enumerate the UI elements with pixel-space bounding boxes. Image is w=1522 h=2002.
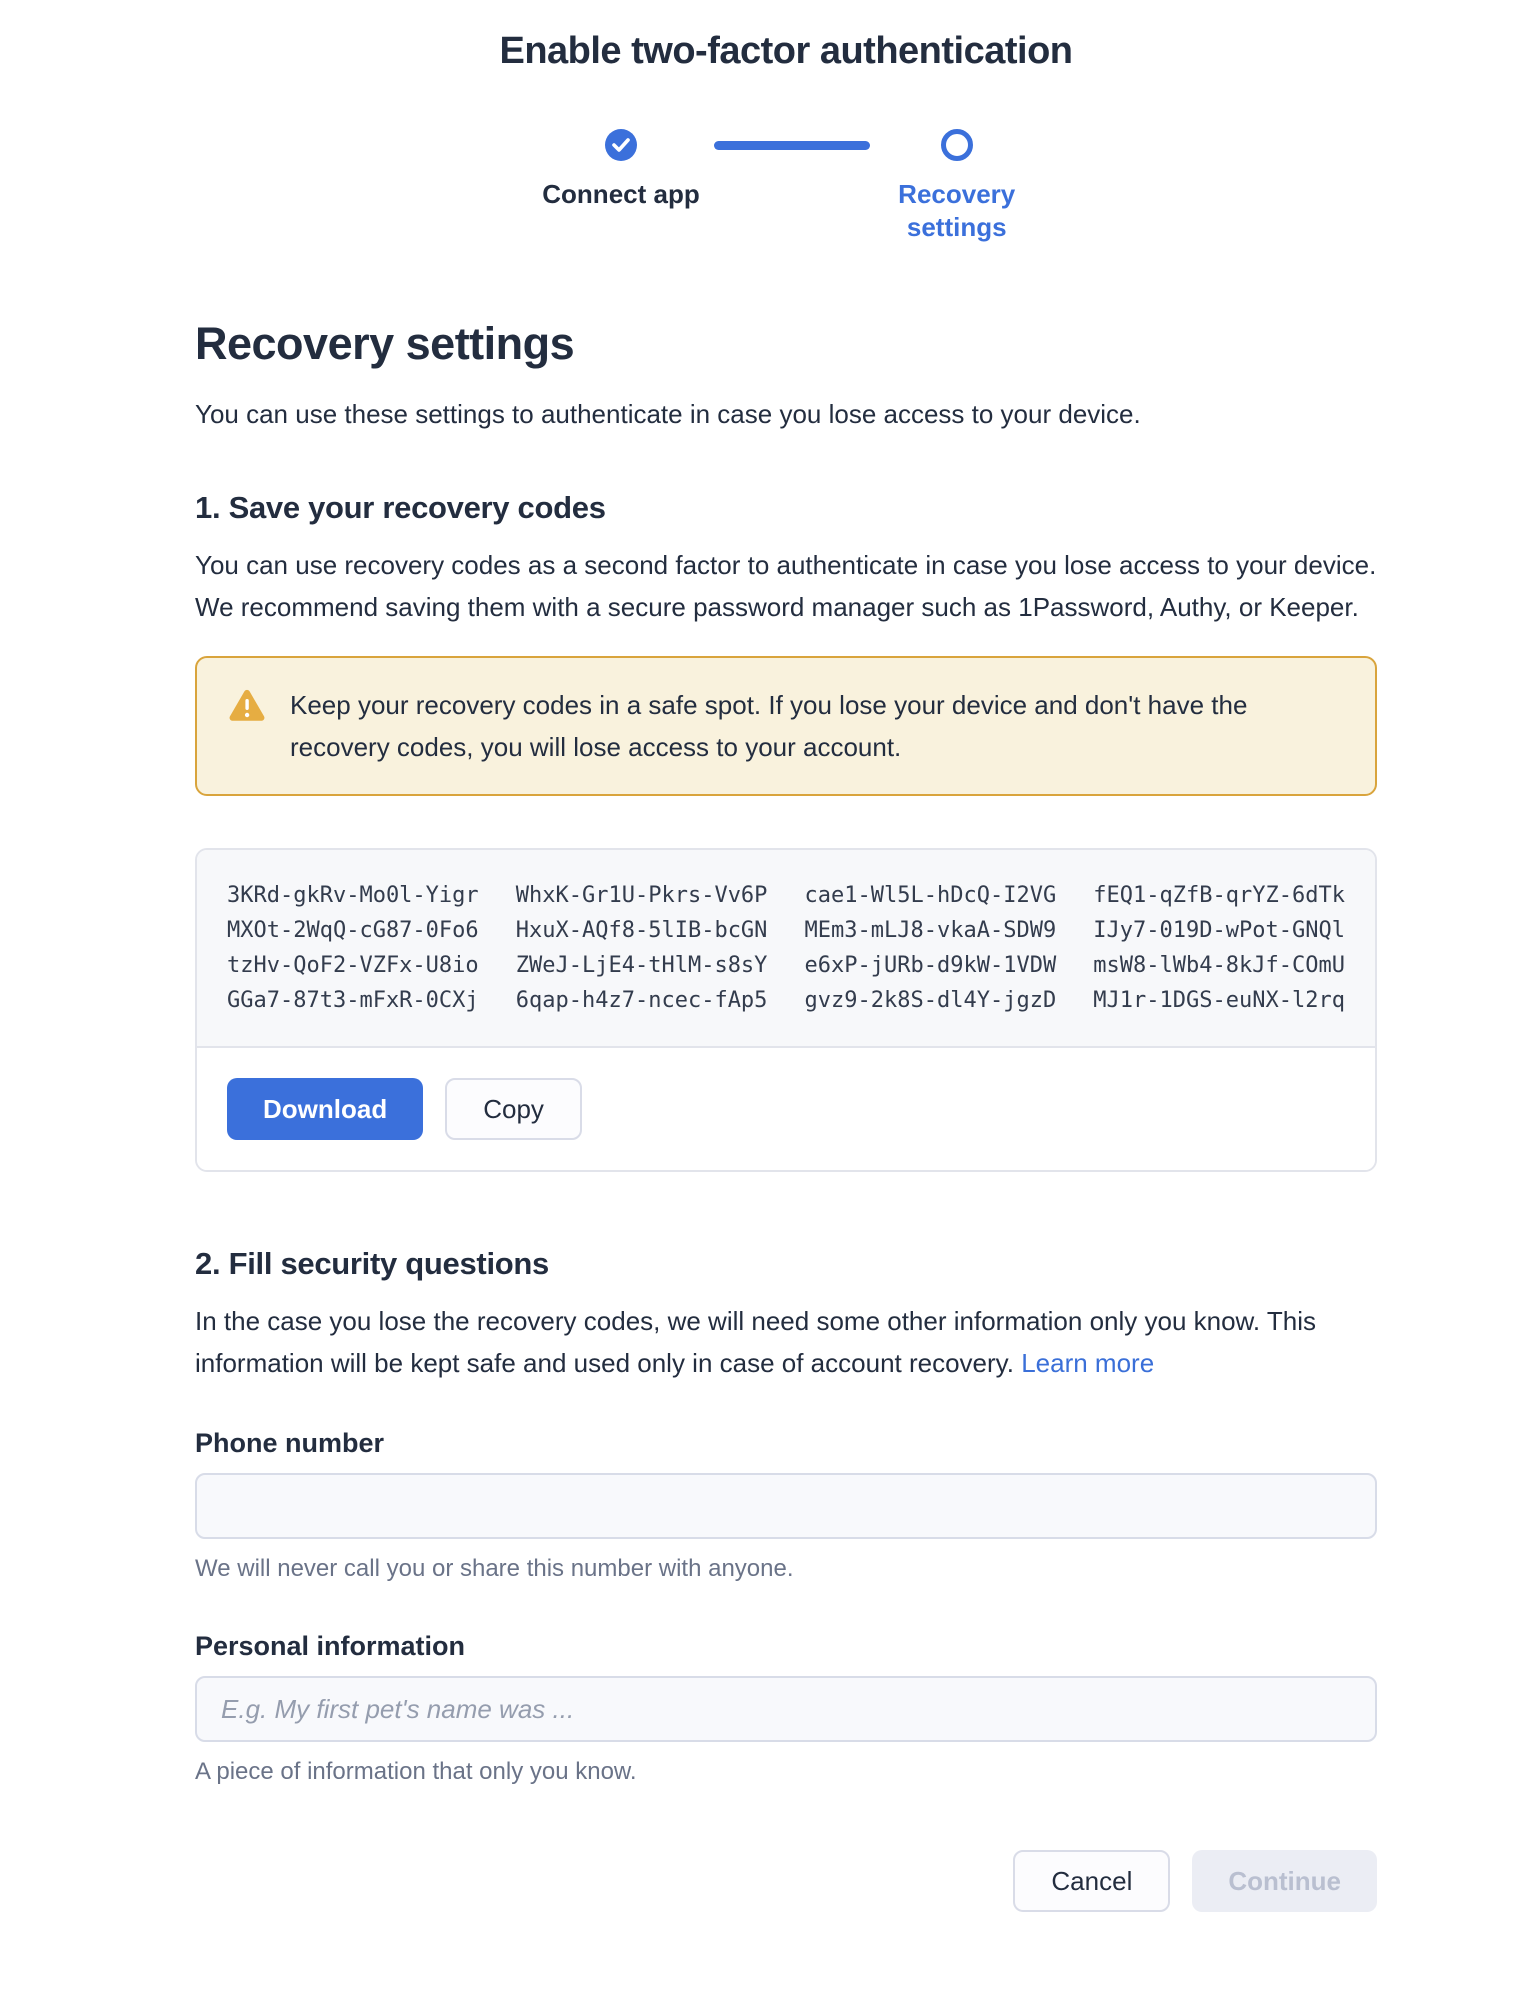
recovery-codes-grid (197, 850, 1375, 1048)
warning-triangle-icon (229, 689, 265, 722)
personal-information-helper: A piece of information that only you know. (195, 1758, 637, 1785)
recovery-code: tzHv-QoF2-VZFx-U8io (227, 953, 479, 978)
personal-information-label: Personal information (195, 1631, 466, 1661)
codes-column-3 (805, 878, 1057, 1018)
recovery-code: WhxK-Gr1U-Pkrs-Vv6P (515, 883, 768, 908)
personal-information-input[interactable] (195, 1676, 1377, 1742)
step-completed-check-icon (605, 129, 637, 161)
stepper-connector-line (714, 141, 870, 150)
phone-number-helper: We will never call you or share this number with anyone. (195, 1555, 794, 1582)
codes-column-4 (1093, 878, 1345, 1018)
footer-actions (195, 1850, 1377, 1912)
recovery-code: IJy7-019D-wPot-GNQl (1093, 918, 1345, 943)
step-current-circle-icon (941, 129, 973, 161)
recovery-code: MXOt-2WqQ-cG87-0Fo6 (227, 918, 479, 943)
section2-description (195, 1300, 1377, 1384)
section1-title: 1. Save your recovery codes (195, 490, 606, 525)
cancel-button[interactable]: Cancel (1013, 1850, 1170, 1912)
recovery-settings-heading: Recovery settings (195, 318, 575, 369)
learn-more-link[interactable]: Learn more (1021, 1348, 1155, 1378)
step-label-recovery-settings: Recovery settings (898, 179, 1016, 242)
recovery-code: cae1-Wl5L-hDcQ-I2VG (804, 883, 1057, 908)
recovery-code: ZWeJ-LjE4-tHlM-s8sY (515, 953, 768, 978)
intro-text: You can use these settings to authenticate in case you lose access to your device. (195, 399, 1141, 429)
codes-actions (197, 1048, 1375, 1170)
recovery-code: GGa7-87t3-mFxR-0CXj (227, 988, 479, 1013)
recovery-code: HxuX-AQf8-5lIB-bcGN (515, 918, 768, 943)
continue-button[interactable]: Continue (1192, 1850, 1377, 1912)
section1-description: You can use recovery codes as a second factor to authenticate in case you lose access to your device. We recommend saving them with a secure password manager such as 1Password, Authy, or Keeper. (195, 550, 1377, 622)
step-label-connect-app: Connect app (542, 179, 700, 209)
recovery-code: fEQ1-qZfB-qrYZ-6dTk (1093, 883, 1345, 908)
codes-column-1 (227, 878, 479, 1018)
section2-title: 2. Fill security questions (195, 1246, 549, 1281)
warning-text: Keep your recovery codes in a safe spot. If you lose your device and don't have the recovery codes, you will lose access to your account. (290, 690, 1248, 762)
step-connect-app (542, 129, 699, 211)
phone-number-label: Phone number (195, 1428, 385, 1458)
warning-banner (195, 656, 1377, 796)
phone-number-input[interactable] (195, 1473, 1377, 1539)
codes-column-2 (516, 878, 768, 1018)
recovery-code: MEm3-mLJ8-vkaA-SDW9 (804, 918, 1057, 943)
recovery-code: MJ1r-1DGS-euNX-l2rq (1093, 988, 1345, 1013)
step-recovery-settings (884, 129, 1030, 244)
recovery-code: e6xP-jURb-d9kW-1VDW (804, 953, 1057, 978)
two-factor-setup-page (195, 0, 1377, 1976)
section2-description-text: In the case you lose the recovery codes, we will need some other information only you know. This information will be kept safe and used only in case of account recovery. (195, 1306, 1316, 1378)
stepper (195, 129, 1377, 244)
recovery-code: 3KRd-gkRv-Mo0l-Yigr (227, 883, 479, 908)
recovery-code: msW8-lWb4-8kJf-COmU (1093, 953, 1345, 978)
recovery-code: 6qap-h4z7-ncec-fAp5 (515, 988, 768, 1013)
copy-button[interactable]: Copy (445, 1078, 582, 1140)
recovery-code: gvz9-2k8S-dl4Y-jgzD (804, 988, 1057, 1013)
page-title: Enable two-factor authentication (499, 30, 1073, 72)
download-button[interactable]: Download (227, 1078, 423, 1140)
recovery-codes-card (195, 848, 1377, 1172)
check-icon (612, 138, 630, 152)
